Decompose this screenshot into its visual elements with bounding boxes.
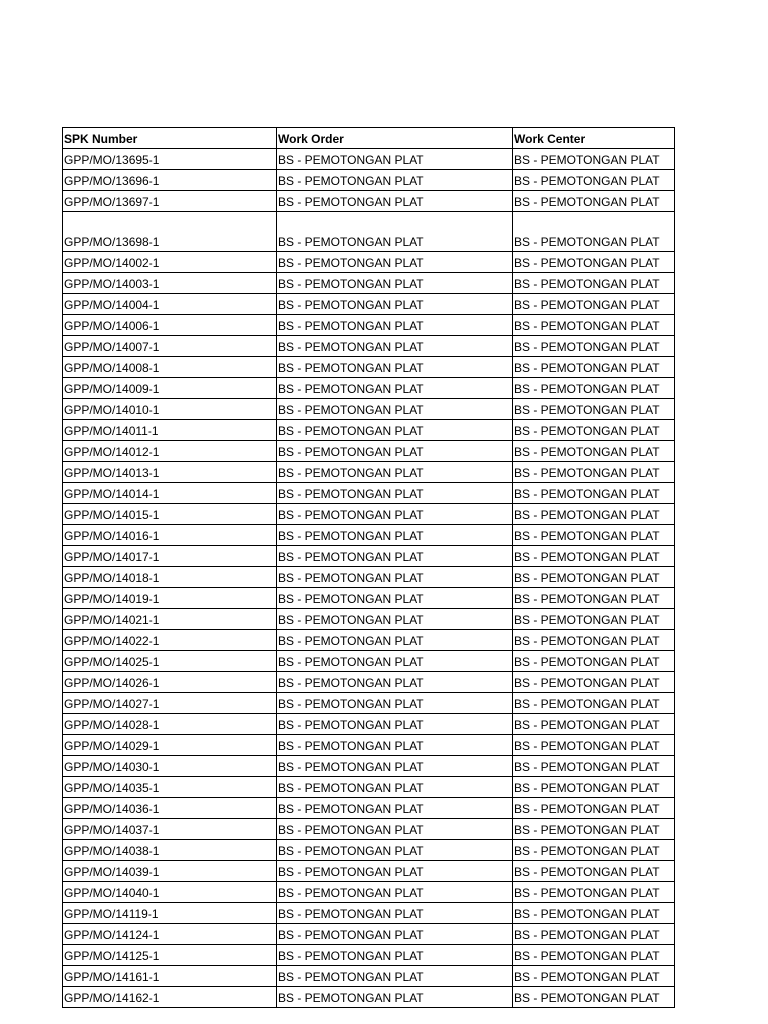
spk-number-cell: GPP/MO/14013-1 [63, 462, 277, 483]
table-row [63, 987, 675, 1008]
spk-number-cell: GPP/MO/13697-1 [63, 191, 277, 212]
table-row [63, 693, 675, 714]
work-order-cell: BS - PEMOTONGAN PLAT [277, 819, 513, 840]
spk-number-cell: GPP/MO/13698-1 [63, 212, 277, 252]
table-row [63, 462, 675, 483]
table-row [63, 651, 675, 672]
spk-number-cell: GPP/MO/14021-1 [63, 609, 277, 630]
spk-number-cell: GPP/MO/14009-1 [63, 378, 277, 399]
spk-number-cell: GPP/MO/14125-1 [63, 945, 277, 966]
table-row [63, 420, 675, 441]
table-row [63, 714, 675, 735]
spk-number-cell: GPP/MO/14119-1 [63, 903, 277, 924]
table-row [63, 399, 675, 420]
spk-number-cell: GPP/MO/14002-1 [63, 252, 277, 273]
work-order-cell: BS - PEMOTONGAN PLAT [277, 987, 513, 1008]
spk-number-cell: GPP/MO/14003-1 [63, 273, 277, 294]
work-center-cell: BS - PEMOTONGAN PLAT [513, 966, 675, 987]
work-order-cell: BS - PEMOTONGAN PLAT [277, 504, 513, 525]
work-center-cell: BS - PEMOTONGAN PLAT [513, 546, 675, 567]
work-center-cell: BS - PEMOTONGAN PLAT [513, 357, 675, 378]
work-center-cell: BS - PEMOTONGAN PLAT [513, 525, 675, 546]
work-center-cell: BS - PEMOTONGAN PLAT [513, 777, 675, 798]
header-spk-number: SPK Number [63, 128, 277, 149]
table-row [63, 609, 675, 630]
work-center-cell: BS - PEMOTONGAN PLAT [513, 483, 675, 504]
table-body [63, 149, 675, 1008]
table-row [63, 212, 675, 252]
work-order-cell: BS - PEMOTONGAN PLAT [277, 149, 513, 170]
table-row [63, 819, 675, 840]
work-order-cell: BS - PEMOTONGAN PLAT [277, 441, 513, 462]
spk-number-cell: GPP/MO/14014-1 [63, 483, 277, 504]
work-order-cell: BS - PEMOTONGAN PLAT [277, 609, 513, 630]
work-order-cell: BS - PEMOTONGAN PLAT [277, 861, 513, 882]
table-row [63, 546, 675, 567]
work-center-cell: BS - PEMOTONGAN PLAT [513, 903, 675, 924]
work-center-cell: BS - PEMOTONGAN PLAT [513, 567, 675, 588]
table-row [63, 903, 675, 924]
work-order-cell: BS - PEMOTONGAN PLAT [277, 672, 513, 693]
work-order-cell: BS - PEMOTONGAN PLAT [277, 336, 513, 357]
header-work-center: Work Center [513, 128, 675, 149]
spk-number-cell: GPP/MO/14022-1 [63, 630, 277, 651]
table-row [63, 441, 675, 462]
work-order-cell: BS - PEMOTONGAN PLAT [277, 378, 513, 399]
spk-number-cell: GPP/MO/14004-1 [63, 294, 277, 315]
spk-number-cell: GPP/MO/14019-1 [63, 588, 277, 609]
work-order-table [62, 127, 675, 1008]
table-row [63, 924, 675, 945]
spk-number-cell: GPP/MO/14015-1 [63, 504, 277, 525]
work-order-cell: BS - PEMOTONGAN PLAT [277, 315, 513, 336]
work-order-cell: BS - PEMOTONGAN PLAT [277, 170, 513, 191]
table-row [63, 273, 675, 294]
spk-number-cell: GPP/MO/14008-1 [63, 357, 277, 378]
spk-number-cell: GPP/MO/14030-1 [63, 756, 277, 777]
spk-number-cell: GPP/MO/14011-1 [63, 420, 277, 441]
work-order-cell: BS - PEMOTONGAN PLAT [277, 546, 513, 567]
spk-number-cell: GPP/MO/14162-1 [63, 987, 277, 1008]
work-center-cell: BS - PEMOTONGAN PLAT [513, 336, 675, 357]
work-center-cell: BS - PEMOTONGAN PLAT [513, 273, 675, 294]
work-center-cell: BS - PEMOTONGAN PLAT [513, 378, 675, 399]
work-center-cell: BS - PEMOTONGAN PLAT [513, 212, 675, 252]
work-order-cell: BS - PEMOTONGAN PLAT [277, 525, 513, 546]
work-center-cell: BS - PEMOTONGAN PLAT [513, 945, 675, 966]
work-center-cell: BS - PEMOTONGAN PLAT [513, 798, 675, 819]
spk-number-cell: GPP/MO/14161-1 [63, 966, 277, 987]
header-work-order: Work Order [277, 128, 513, 149]
work-order-cell: BS - PEMOTONGAN PLAT [277, 567, 513, 588]
spk-number-cell: GPP/MO/14025-1 [63, 651, 277, 672]
table-row [63, 191, 675, 212]
work-order-cell: BS - PEMOTONGAN PLAT [277, 212, 513, 252]
work-center-cell: BS - PEMOTONGAN PLAT [513, 693, 675, 714]
spk-number-cell: GPP/MO/13695-1 [63, 149, 277, 170]
work-center-cell: BS - PEMOTONGAN PLAT [513, 252, 675, 273]
spk-number-cell: GPP/MO/13696-1 [63, 170, 277, 191]
work-center-cell: BS - PEMOTONGAN PLAT [513, 651, 675, 672]
table-row [63, 483, 675, 504]
work-order-cell: BS - PEMOTONGAN PLAT [277, 756, 513, 777]
work-order-cell: BS - PEMOTONGAN PLAT [277, 693, 513, 714]
work-order-cell: BS - PEMOTONGAN PLAT [277, 651, 513, 672]
table-row [63, 357, 675, 378]
work-center-cell: BS - PEMOTONGAN PLAT [513, 294, 675, 315]
spk-number-cell: GPP/MO/14036-1 [63, 798, 277, 819]
table-row [63, 840, 675, 861]
work-center-cell: BS - PEMOTONGAN PLAT [513, 672, 675, 693]
spk-number-cell: GPP/MO/14027-1 [63, 693, 277, 714]
spk-number-cell: GPP/MO/14026-1 [63, 672, 277, 693]
work-order-cell: BS - PEMOTONGAN PLAT [277, 462, 513, 483]
work-order-cell: BS - PEMOTONGAN PLAT [277, 630, 513, 651]
table-row [63, 252, 675, 273]
work-center-cell: BS - PEMOTONGAN PLAT [513, 630, 675, 651]
spk-number-cell: GPP/MO/14018-1 [63, 567, 277, 588]
table-row [63, 756, 675, 777]
spk-number-cell: GPP/MO/14017-1 [63, 546, 277, 567]
work-center-cell: BS - PEMOTONGAN PLAT [513, 735, 675, 756]
work-order-cell: BS - PEMOTONGAN PLAT [277, 294, 513, 315]
table-row [63, 336, 675, 357]
spk-number-cell: GPP/MO/14029-1 [63, 735, 277, 756]
work-order-cell: BS - PEMOTONGAN PLAT [277, 903, 513, 924]
work-order-cell: BS - PEMOTONGAN PLAT [277, 840, 513, 861]
work-order-cell: BS - PEMOTONGAN PLAT [277, 714, 513, 735]
work-center-cell: BS - PEMOTONGAN PLAT [513, 861, 675, 882]
spk-number-cell: GPP/MO/14124-1 [63, 924, 277, 945]
work-center-cell: BS - PEMOTONGAN PLAT [513, 399, 675, 420]
table-row [63, 882, 675, 903]
work-center-cell: BS - PEMOTONGAN PLAT [513, 924, 675, 945]
work-order-cell: BS - PEMOTONGAN PLAT [277, 191, 513, 212]
work-order-cell: BS - PEMOTONGAN PLAT [277, 252, 513, 273]
table-header-row [63, 128, 675, 149]
work-center-cell: BS - PEMOTONGAN PLAT [513, 462, 675, 483]
spk-number-cell: GPP/MO/14012-1 [63, 441, 277, 462]
work-order-cell: BS - PEMOTONGAN PLAT [277, 273, 513, 294]
work-order-cell: BS - PEMOTONGAN PLAT [277, 735, 513, 756]
work-order-cell: BS - PEMOTONGAN PLAT [277, 777, 513, 798]
table-row [63, 504, 675, 525]
work-order-cell: BS - PEMOTONGAN PLAT [277, 798, 513, 819]
table-row [63, 525, 675, 546]
table-row [63, 170, 675, 191]
work-center-cell: BS - PEMOTONGAN PLAT [513, 504, 675, 525]
work-order-cell: BS - PEMOTONGAN PLAT [277, 924, 513, 945]
work-order-cell: BS - PEMOTONGAN PLAT [277, 945, 513, 966]
work-center-cell: BS - PEMOTONGAN PLAT [513, 149, 675, 170]
work-center-cell: BS - PEMOTONGAN PLAT [513, 840, 675, 861]
work-center-cell: BS - PEMOTONGAN PLAT [513, 315, 675, 336]
spk-number-cell: GPP/MO/14010-1 [63, 399, 277, 420]
work-center-cell: BS - PEMOTONGAN PLAT [513, 756, 675, 777]
spk-number-cell: GPP/MO/14028-1 [63, 714, 277, 735]
spk-number-cell: GPP/MO/14007-1 [63, 336, 277, 357]
table-row [63, 149, 675, 170]
table-row [63, 735, 675, 756]
work-order-cell: BS - PEMOTONGAN PLAT [277, 588, 513, 609]
spk-number-cell: GPP/MO/14039-1 [63, 861, 277, 882]
work-order-cell: BS - PEMOTONGAN PLAT [277, 357, 513, 378]
work-center-cell: BS - PEMOTONGAN PLAT [513, 420, 675, 441]
table-row [63, 378, 675, 399]
spk-number-cell: GPP/MO/14038-1 [63, 840, 277, 861]
table-row [63, 588, 675, 609]
table-row [63, 798, 675, 819]
spk-number-cell: GPP/MO/14006-1 [63, 315, 277, 336]
table-row [63, 315, 675, 336]
table-row [63, 777, 675, 798]
work-order-cell: BS - PEMOTONGAN PLAT [277, 483, 513, 504]
spk-number-cell: GPP/MO/14040-1 [63, 882, 277, 903]
table-row [63, 567, 675, 588]
table-row [63, 861, 675, 882]
work-center-cell: BS - PEMOTONGAN PLAT [513, 714, 675, 735]
table-row [63, 966, 675, 987]
spk-number-cell: GPP/MO/14037-1 [63, 819, 277, 840]
table-row [63, 945, 675, 966]
work-center-cell: BS - PEMOTONGAN PLAT [513, 588, 675, 609]
spk-number-cell: GPP/MO/14016-1 [63, 525, 277, 546]
table-row [63, 630, 675, 651]
work-order-cell: BS - PEMOTONGAN PLAT [277, 420, 513, 441]
work-order-cell: BS - PEMOTONGAN PLAT [277, 966, 513, 987]
spk-number-cell: GPP/MO/14035-1 [63, 777, 277, 798]
table-row [63, 294, 675, 315]
work-order-cell: BS - PEMOTONGAN PLAT [277, 399, 513, 420]
work-center-cell: BS - PEMOTONGAN PLAT [513, 441, 675, 462]
work-center-cell: BS - PEMOTONGAN PLAT [513, 191, 675, 212]
work-center-cell: BS - PEMOTONGAN PLAT [513, 609, 675, 630]
work-center-cell: BS - PEMOTONGAN PLAT [513, 819, 675, 840]
work-center-cell: BS - PEMOTONGAN PLAT [513, 882, 675, 903]
work-order-cell: BS - PEMOTONGAN PLAT [277, 882, 513, 903]
table-row [63, 672, 675, 693]
work-center-cell: BS - PEMOTONGAN PLAT [513, 170, 675, 191]
work-center-cell: BS - PEMOTONGAN PLAT [513, 987, 675, 1008]
